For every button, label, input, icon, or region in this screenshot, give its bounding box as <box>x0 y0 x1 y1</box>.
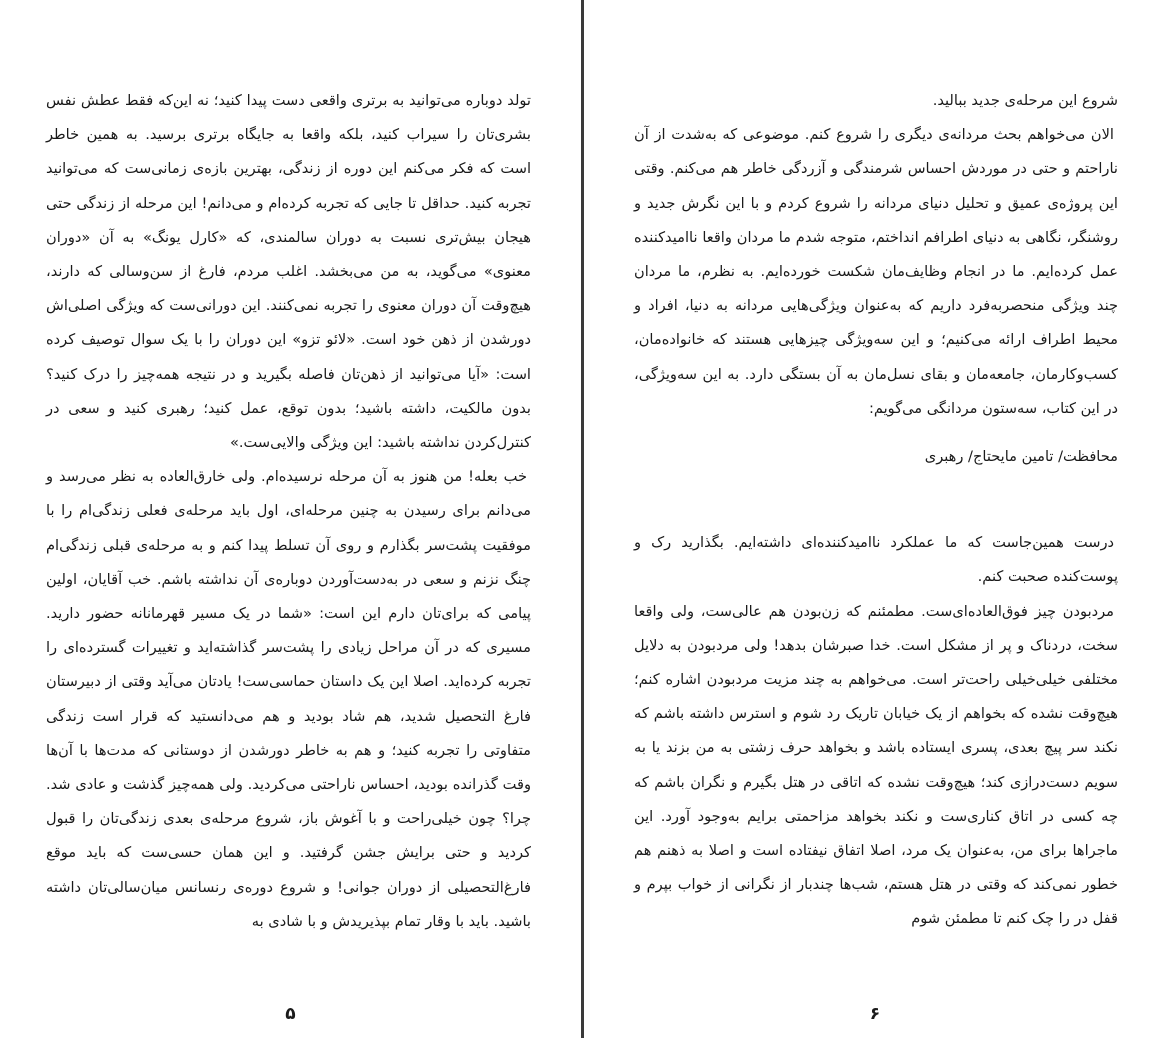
right-page-text <box>634 84 1118 937</box>
right-paragraph-1: شروع این مرحله‌ی جدید ببالید. <box>932 92 1118 109</box>
section-heading: محافظت/ تامین مایحتاج/ رهبری <box>924 448 1118 466</box>
page-number-right: ۶ <box>869 1004 881 1024</box>
page-number-left: ۵ <box>285 1004 296 1024</box>
left-paragraph-1: تولد دوباره می‌توانید به برتری واقعی دست پیدا کنید؛ نه این‌که فقط عطش نفس بشری‌تان را سیراب کنید، بلکه واقعا به جایگاه برتری برسید. به همین خاطر است که فکر می‌کنم این دوره از زندگی، بهترین بازه‌ی زمانی‌ست که می‌توانید تجربه کنید. حداقل تا جایی که تجربه کرده‌ام و می‌دانم! این مرحله از زندگی حتی هیجان بیش‌تری نسبت به دوران سالمندی، که «کارل یونگ» به آن «دوران معنوی» می‌گوید، به من می‌بخشد. اغلب مردم، فارغ از سن‌وسالی که دارند، هیچ‌وقت آن دوران معنوی را تجربه نمی‌کنند. این دورانی‌ست که ویژگی اصلی‌اش دورشدن از ذهن خود است. «لائو تزو» این دوران را با یک سوال توصیف کرده است: «آیا می‌توانید از ذهن‌تان فاصله بگیرید و در نتیجه همه‌چیز را درک کنید؟ بدون مالکیت، داشته باشید؛ بدون توقع، عمل کنید؛ رهبری کنید و سعی در کنترل‌کردن نداشته باشید: این ویژگی والایی‌ست.» <box>46 92 531 452</box>
right-paragraph-4: مردبودن چیز فوق‌العاده‌ای‌ست. مطمئنم که زن‌بودن هم عالی‌ست، ولی واقعا سخت، دردناک و پر از مشکل است. خدا صبرشان بدهد! ولی مردبودن به دلایل مختلفی خیلی‌خیلی راحت‌تر است. می‌خواهم به چند مزیت مردبودن اشاره کنم؛ هیچ‌وقت نشده که بخواهم از یک خیابان تاریک رد شوم و استرس داشته باشم که نکند سر پیچ بعدی، پسری ایستاده باشد و بخواهد حرف زشتی به من بزند یا به سویم دست‌درازی کند؛ هیچ‌وقت نشده که اتاقی در هتل بگیرم و نگران باشم که چه کسی در اتاق کناری‌ست و نکند بخواهد مزاحمتی برایم به‌وجود آورد. این ماجراها برای من، به‌عنوان یک مرد، اصلا اتفاق نیفتاده است و اصلا به ذهنم هم خطور نمی‌کند که وقتی در هتل هستم، شب‌ها چندبار از نگرانی از خواب بپرم و قفل در را چک کنم تا مطمئن شوم <box>634 602 1118 928</box>
right-paragraph-3: درست همین‌جاست که ما عملکرد ناامیدکننده‌ای داشته‌ایم. بگذارید رک و پوست‌کنده صحبت کنم. <box>634 534 1118 586</box>
left-page-text <box>46 84 531 939</box>
left-paragraph-2: خب بعله! من هنوز به آن مرحله نرسیده‌ام. ولی خارق‌العاده به نظر می‌رسد و می‌دانم برای رسیدن به چنین مرحله‌ای، اول باید مرحله‌ی فعلی زندگی‌ام را با موفقیت پشت‌سر بگذارم و روی آن تسلط پیدا کنم و به مرحله‌ی قبلی زندگی‌ام چنگ نزنم و سعی در به‌دست‌آوردن دوباره‌ی آن نداشته باشم. خب آقایان، اولین پیامی که برای‌تان دارم این است: «شما در یک مسیر قهرمانانه حضور دارید. مسیری که در آن مراحل زیادی را پشت‌سر گذاشته‌اید و تغییرات گسترده‌ای را تجربه کرده‌اید. اصلا این یک داستان حماسی‌ست! یادتان می‌آید وقتی از دبیرستان فارغ التحصیل شدید، هم شاد بودید و هم می‌دانستید که قرار است زندگی متفاوتی را تجربه کنید؛ و هم به خاطر دورشدن از دوستانی که مدت‌ها با آن‌ها وقت گذرانده بودید، احساس ناراحتی می‌کردید. ولی همه‌چیز گذشت و عادی شد. چرا؟ چون خیلی‌راحت و با آغوش باز، شروع مرحله‌ی بعدی زندگی‌تان را قبول کردید و حتی برایش جشن گرفتید. و این همان حسی‌ست که باید موقع فارغ‌التحصیلی از دوران جوانی! و شروع دوره‌ی رنسانس میان‌سالی‌تان داشته باشید. باید با وقار تمام بپذیریدش و با شادی به <box>46 468 531 930</box>
right-paragraph-2: الان می‌خواهم بحث مردانه‌ی دیگری را شروع کنم. موضوعی که به‌شدت از آن ناراحتم و حتی در موردش احساس شرمندگی و آزردگی خاطر هم می‌کنم. وقتی این پروژه‌ی عمیق و تحلیل دنیای مردانه را شروع کردم و با این نگرش جدید و روشنگر، نگاهی به دنیای اطرافم انداختم، متوجه شدم ما مردان واقعا ناامیدکننده عمل کرده‌ایم. ما در انجام وظایف‌مان شکست خورده‌ایم. به نظرم، ما مردان چند ویژگی منحصربه‌فرد داریم که به‌عنوان ویژگی‌هایی مردانه به دنیا، افراد و محیط اطراف ارائه می‌کنیم؛ و این سه‌ویژگی چیزهایی هستند که خانواده‌مان، کسب‌وکارمان، جامعه‌مان و بقای نسل‌مان به آن بستگی دارد. به این سه‌ویژگی، در این کتاب، سه‌ستون مردانگی می‌گویم: <box>634 126 1118 417</box>
right-page <box>584 0 1166 1038</box>
